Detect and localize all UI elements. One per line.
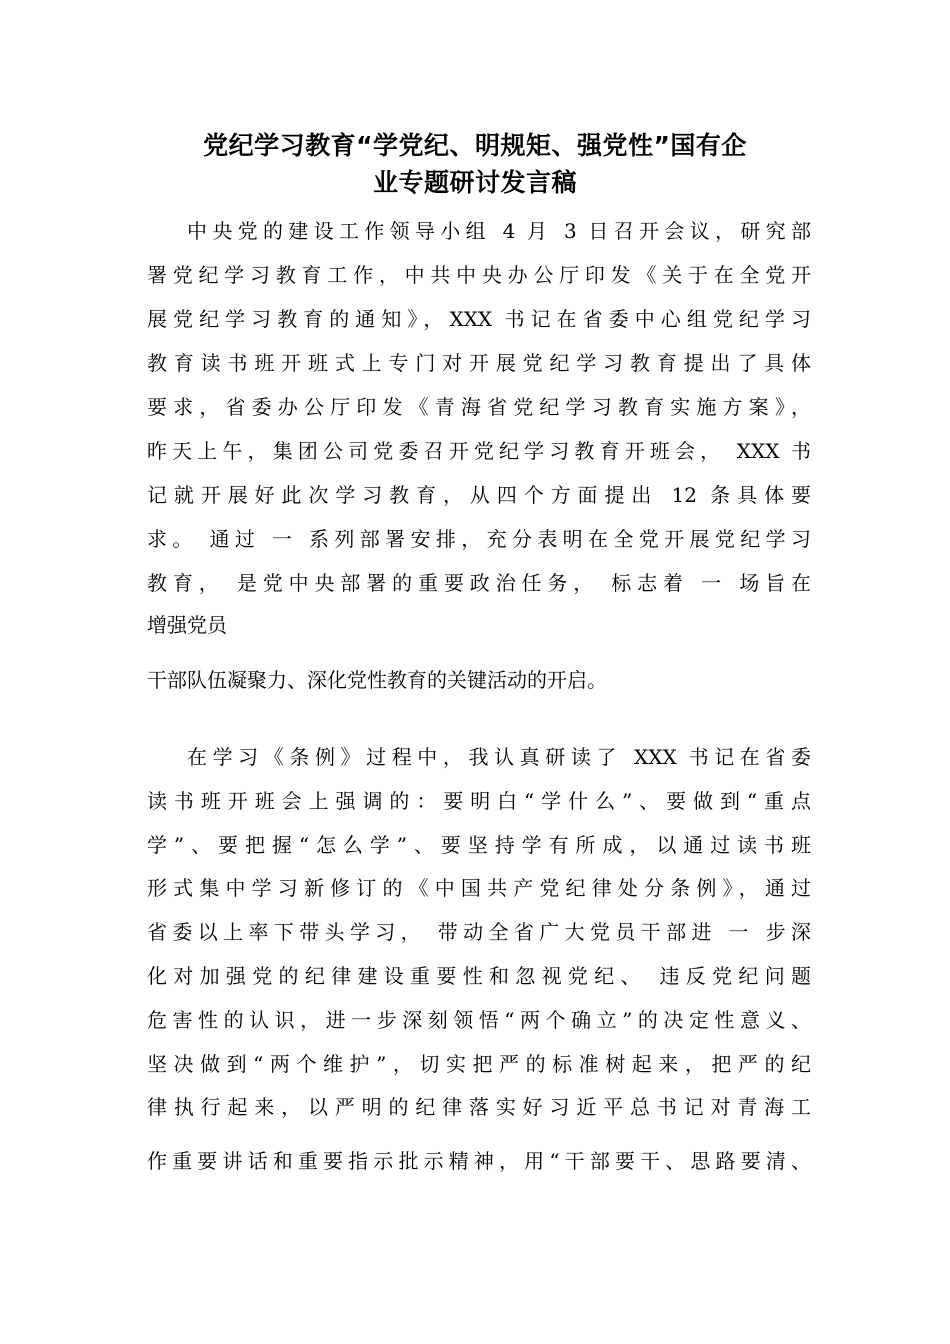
paragraph-line: 化对加强党的纪律建设重要性和忽视党纪、 违反党纪问题 — [147, 964, 811, 988]
document-title-line-1: 党纪学习教育“学党纪、明规矩、强党性”国有企 — [203, 131, 747, 160]
paragraph-line: 昨天上午，集团公司党委召开党纪学习教育开班会， XXX 书 — [147, 439, 811, 463]
paragraph-line: 干部队伍凝聚力、深化党性教育的关键活动的开启。 — [147, 668, 607, 692]
paragraph-line: 记就开展好此次学习教育，从四个方面提出 12 条具体要 — [147, 483, 811, 507]
paragraph-line: 在学习《条例》过程中，我认真研读了 XXX 书记在省委 — [187, 745, 811, 769]
paragraph-line: 中央党的建设工作领导小组 4 月 3 日召开会议，研究部 — [187, 219, 811, 243]
paragraph-line: 署党纪学习教育工作，中共中央办公厅印发《关于在全党开 — [147, 263, 811, 287]
paragraph-line: 展党纪学习教育的通知》，XXX 书记在省委中心组党纪学习 — [147, 307, 811, 331]
paragraph-line: 教育读书班开班式上专门对开展党纪学习教育提出了具体 — [147, 351, 811, 375]
paragraph-line: 省委以上率下带头学习， 带动全省广大党员干部进 一 步深 — [147, 920, 811, 944]
document-title-line-2: 业专题研讨发言稿 — [372, 168, 577, 197]
paragraph-line: 作重要讲话和重要指示批示精神，用“干部要干、思路要清、 — [147, 1149, 811, 1173]
paragraph-line: 教育， 是党中央部署的重要政治任务， 标志着 一 场旨在 — [147, 571, 811, 595]
paragraph-line: 危害性的认识，进一步深刻领悟“两个确立”的决定性意义、 — [147, 1008, 811, 1032]
paragraph-line: 增强党员 — [147, 613, 227, 637]
paragraph-line: 求。 通过 一 系列部署安排，充分表明在全党开展党纪学习 — [147, 527, 811, 551]
paragraph-line: 律执行起来，以严明的纪律落实好习近平总书记对青海工 — [147, 1095, 811, 1119]
paragraph-line: 形式集中学习新修订的《中国共产党纪律处分条例》，通过 — [147, 876, 811, 900]
paragraph-line: 要求，省委办公厅印发《青海省党纪学习教育实施方案》， — [147, 395, 811, 419]
paragraph-line: 读书班开班会上强调的：要明白“学什么”、要做到“重点 — [147, 789, 811, 813]
paragraph-line: 坚决做到“两个维护”，切实把严的标准树起来，把严的纪 — [147, 1052, 811, 1076]
paragraph-line: 学”、要把握“怎么学”、要坚持学有所成，以通过读书班 — [147, 833, 811, 857]
